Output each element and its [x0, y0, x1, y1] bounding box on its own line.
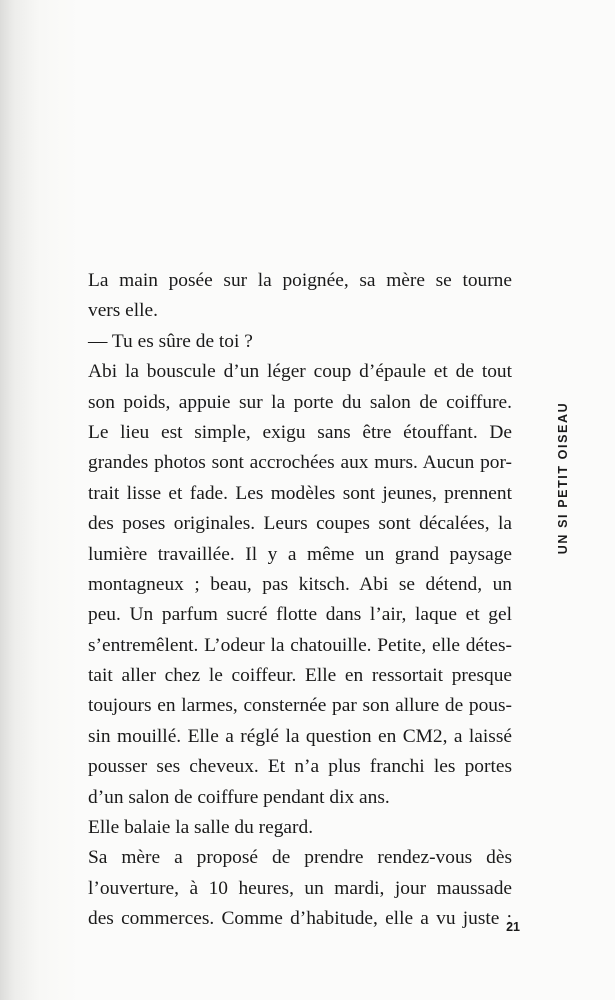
- text-line: tait aller chez le coiffeur. Elle en ressortait presque: [88, 665, 512, 687]
- text-line: d’un salon de coiffure pendant dix ans.: [88, 786, 390, 808]
- running-head-title: UN SI PETIT OISEAU: [556, 401, 570, 555]
- text-line: Elle balaie la salle du regard.: [88, 817, 314, 839]
- text-line: peu. Un parfum sucré flotte dans l’air, laque et gel: [88, 604, 512, 626]
- text-line: montagneux ; beau, pas kitsch. Abi se détend, un: [88, 573, 512, 595]
- text-line: Sa mère a proposé de prendre rendez-vous dès: [88, 847, 512, 869]
- text-line: trait lisse et fade. Les modèles sont jeunes, prennent: [88, 482, 512, 504]
- running-head: [552, 401, 574, 555]
- text-line: des commerces. Comme d’habitude, elle a vu juste :: [88, 908, 512, 930]
- page-number: 21: [506, 920, 520, 934]
- text-line: lumière travaillée. Il y a même un grand paysage: [88, 543, 512, 565]
- text-line: toujours en larmes, consternée par son allure de pous-: [88, 695, 512, 717]
- text-line: sin mouillé. Elle a réglé la question en CM2, a laissé: [88, 725, 512, 747]
- text-line: des poses originales. Leurs coupes sont décalées, la: [88, 513, 512, 535]
- text-line: Le lieu est simple, exigu sans être étouffant. De: [88, 421, 512, 443]
- text-line: Abi la bouscule d’un léger coup d’épaule et de tout: [88, 361, 512, 383]
- body-text: [88, 266, 512, 935]
- text-line: La main posée sur la poignée, sa mère se tourne: [88, 270, 512, 291]
- text-line: son poids, appuie sur la porte du salon de coiffure.: [88, 391, 512, 413]
- text-line: s’entremêlent. L’odeur la chatouille. Petite, elle détes-: [88, 634, 512, 656]
- text-line: grandes photos sont accrochées aux murs. Aucun por-: [88, 452, 512, 474]
- text-line: pousser ses cheveux. Et n’a plus franchi les portes: [88, 756, 512, 778]
- text-line: vers elle.: [88, 300, 158, 322]
- text-line: l’ouverture, à 10 heures, un mardi, jour maussade: [88, 877, 512, 899]
- dialogue-line: — Tu es sûre de toi ?: [88, 330, 253, 352]
